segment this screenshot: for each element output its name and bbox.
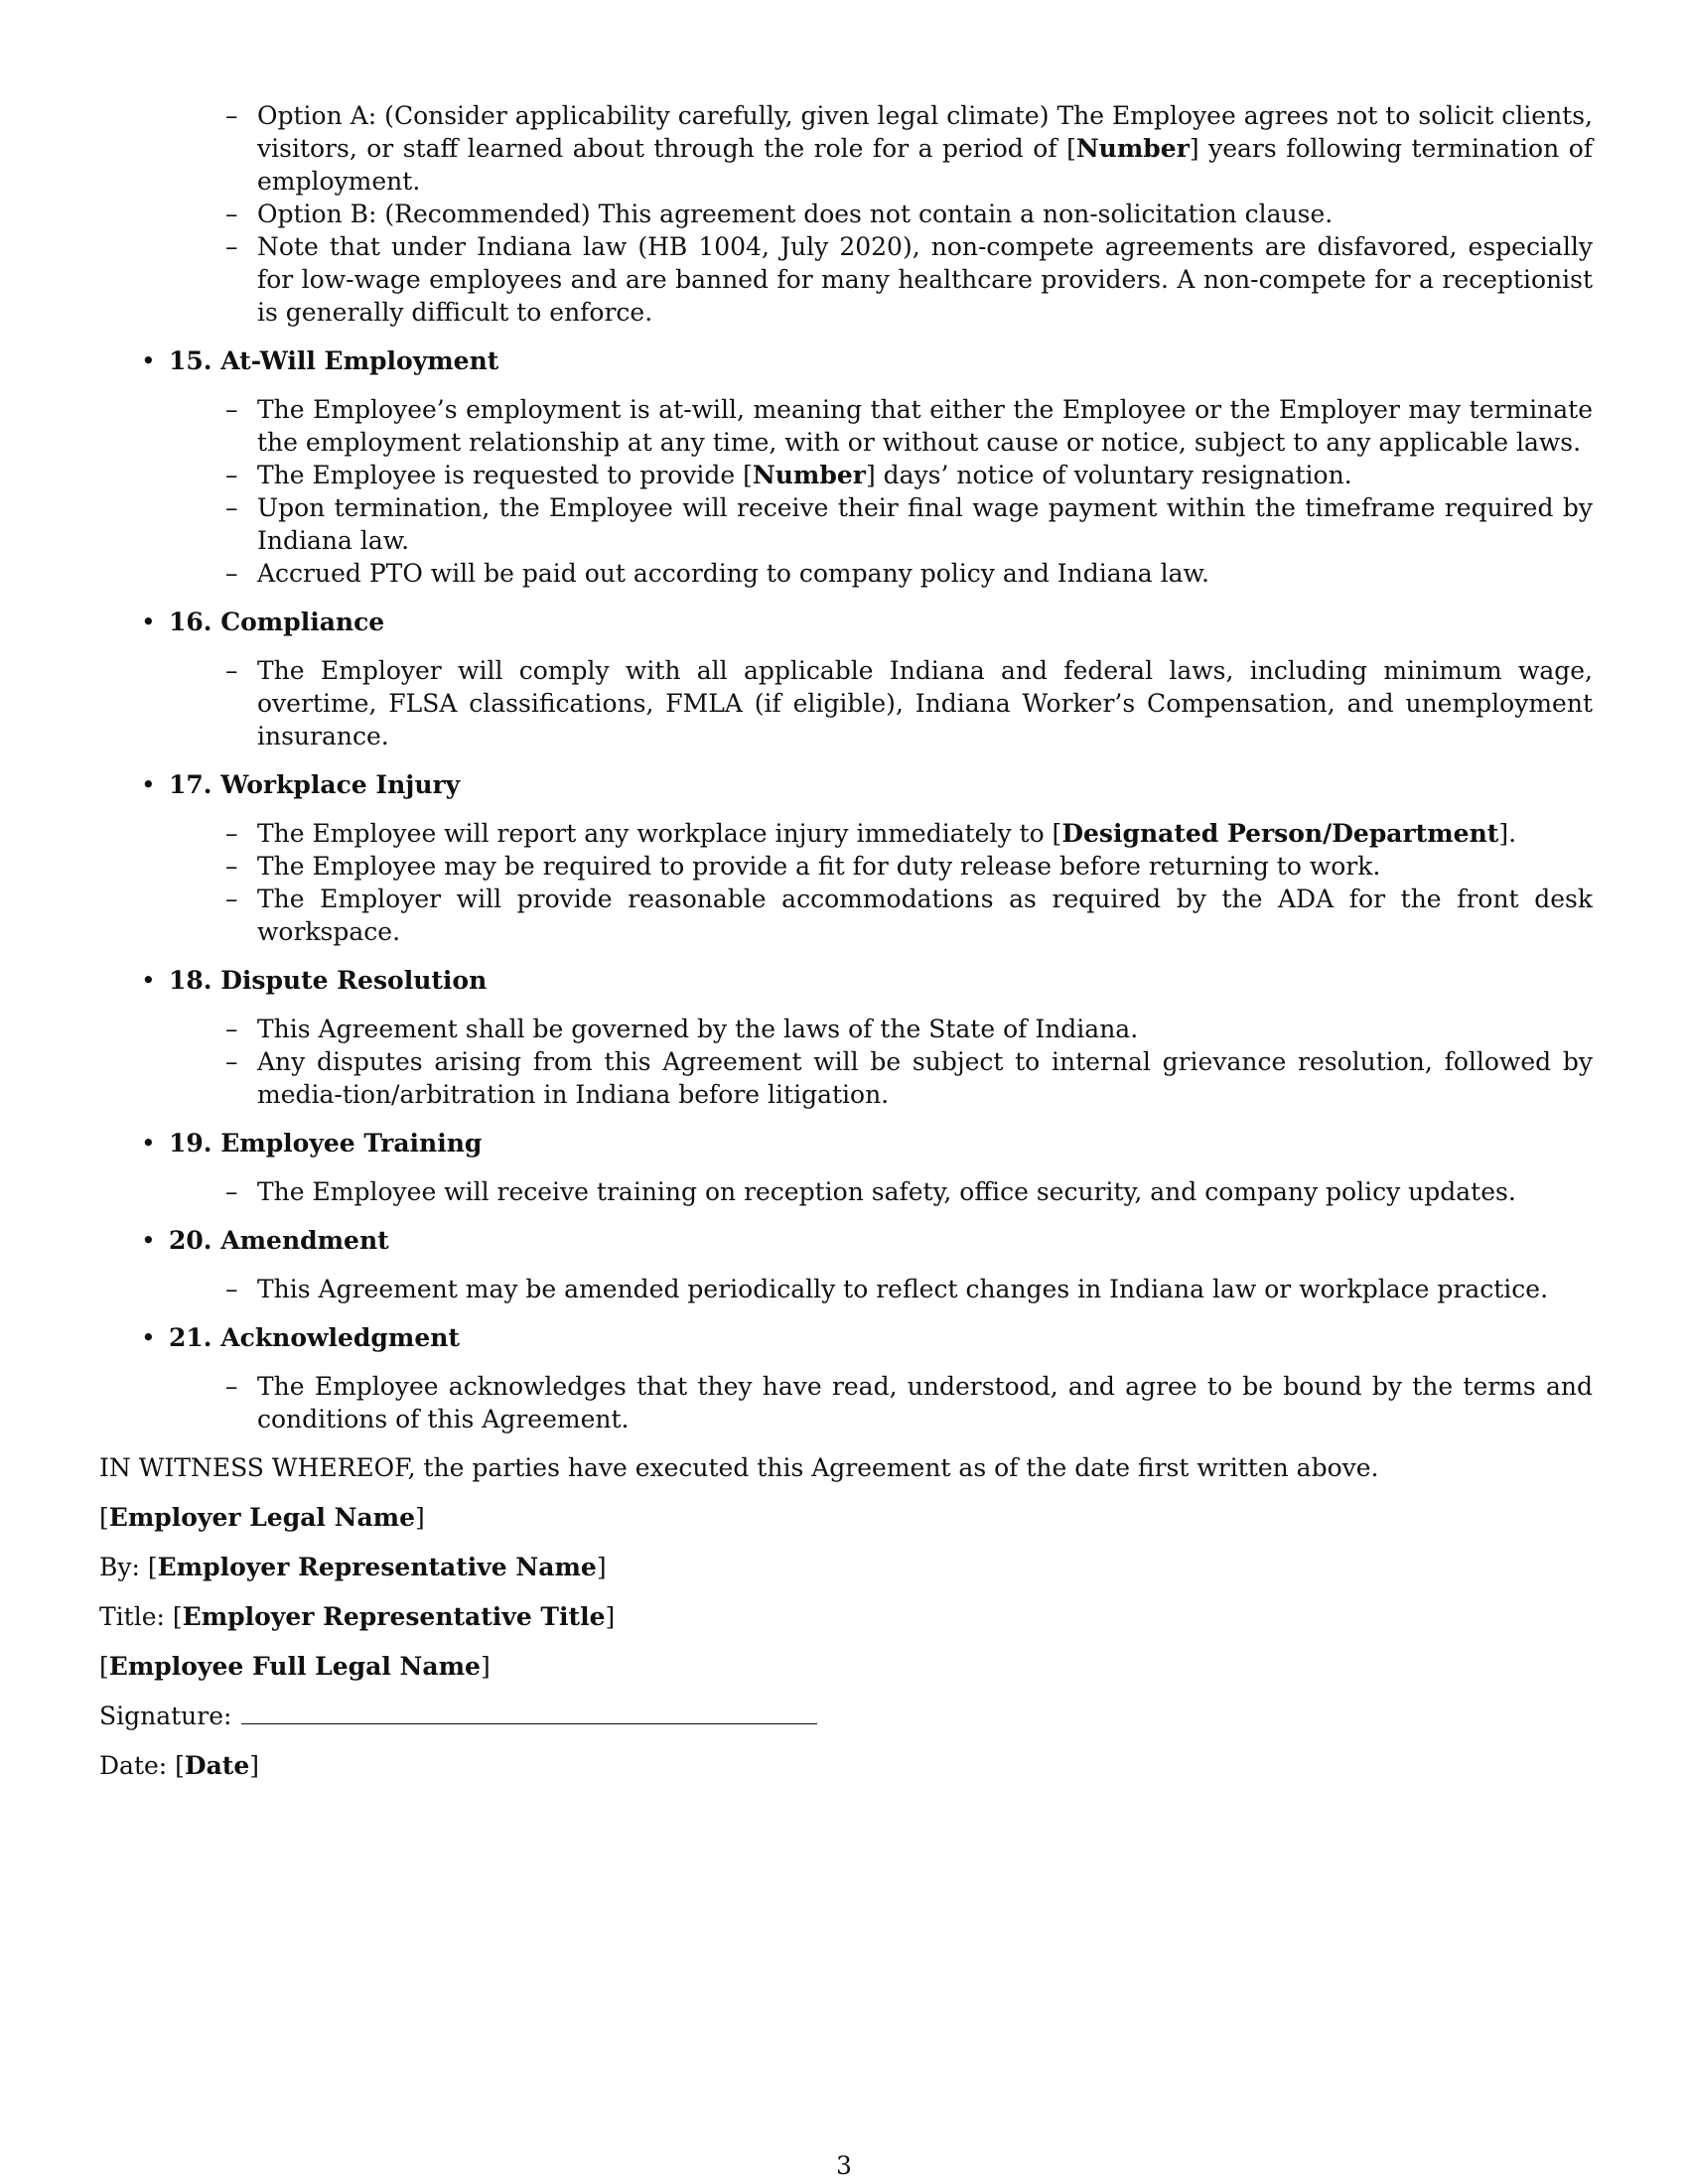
list-item: – The Employee will receive training on reception safety, office security, and company policy updates.	[225, 1175, 1593, 1208]
section-list-dispute-resolution	[225, 1013, 1593, 1111]
list-item: – Option B: (Recommended) This agreement does not contain a non-solicitation clause.	[225, 198, 1593, 230]
employee-full-name: [Employee Full Legal Name]	[99, 1652, 491, 1681]
employer-rep-name-line: By: [Employer Representative Name]	[99, 1553, 607, 1581]
intro-list	[225, 99, 1593, 329]
list-item: – Accrued PTO will be paid out according to company policy and Indiana law.	[225, 557, 1593, 590]
list-item: – This Agreement may be amended periodically to reflect changes in Indiana law or workplace practice.	[225, 1273, 1593, 1305]
list-item: – The Employee will report any workplace injury immediately to [Designated Person/Department].	[225, 817, 1593, 850]
list-item: – Note that under Indiana law (HB 1004, July 2020), non-compete agreements are disfavored, especially for low-wage employees and are banned for many healthcare providers. A non-compete for a receptionist is generally difficult to enforce.	[225, 230, 1593, 329]
list-item: – The Employee may be required to provide a fit for duty release before returning to work.	[225, 850, 1593, 883]
employer-legal-name: [Employer Legal Name]	[99, 1503, 425, 1532]
section-heading-compliance: • 16. Compliance	[141, 608, 385, 636]
page-number: 3	[836, 2151, 852, 2180]
witness-statement: IN WITNESS WHEREOF, the parties have executed this Agreement as of the date first written above.	[99, 1453, 1379, 1482]
list-item: – Upon termination, the Employee will receive their final wage payment within the timeframe required by Indiana law.	[225, 491, 1593, 557]
list-item: – Any disputes arising from this Agreement will be subject to internal grievance resolution, followed by media-tion/arbitration in Indiana before litigation.	[225, 1045, 1593, 1111]
signature-line: Signature:	[99, 1700, 1593, 1732]
list-item: – The Employee acknowledges that they have read, understood, and agree to be bound by the terms and conditions of this Agreement.	[225, 1370, 1593, 1435]
signature-field[interactable]	[241, 1706, 817, 1724]
document-content	[99, 99, 1593, 1782]
list-item: – The Employer will comply with all applicable Indiana and federal laws, including minimum wage, overtime, FLSA classifications, FMLA (if eligible), Indiana Worker’s Compensation, and unemployment insurance.	[225, 654, 1593, 752]
section-list-at-will	[225, 393, 1593, 590]
section-list-workplace-injury	[225, 817, 1593, 948]
section-list-acknowledgment	[225, 1370, 1593, 1435]
list-item: – The Employee is requested to provide [Number] days’ notice of voluntary resignation.	[225, 459, 1593, 491]
date-line: Date: [Date]	[99, 1751, 260, 1780]
section-heading-amendment: • 20. Amendment	[141, 1226, 389, 1255]
list-item: – Option A: (Consider applicability carefully, given legal climate) The Employee agrees not to solicit clients, visitors, or staff learned about through the role for a period of [Number] years following termination of employment.	[225, 99, 1593, 198]
section-heading-at-will: • 15. At-Will Employment	[141, 346, 499, 375]
list-item: – The Employer will provide reasonable accommodations as required by the ADA for the front desk workspace.	[225, 883, 1593, 948]
list-item: – This Agreement shall be governed by the laws of the State of Indiana.	[225, 1013, 1593, 1045]
section-list-compliance	[225, 654, 1593, 752]
section-heading-dispute-resolution: • 18. Dispute Resolution	[141, 966, 488, 995]
section-heading-employee-training: • 19. Employee Training	[141, 1129, 483, 1158]
section-list-employee-training	[225, 1175, 1593, 1208]
employer-rep-title-line: Title: [Employer Representative Title]	[99, 1602, 616, 1631]
section-list-amendment	[225, 1273, 1593, 1305]
section-heading-acknowledgment: • 21. Acknowledgment	[141, 1323, 460, 1352]
list-item: – The Employee’s employment is at-will, meaning that either the Employee or the Employer may terminate the employment relationship at any time, with or without cause or notice, subject to any applicable laws.	[225, 393, 1593, 459]
section-heading-workplace-injury: • 17. Workplace Injury	[141, 770, 461, 799]
